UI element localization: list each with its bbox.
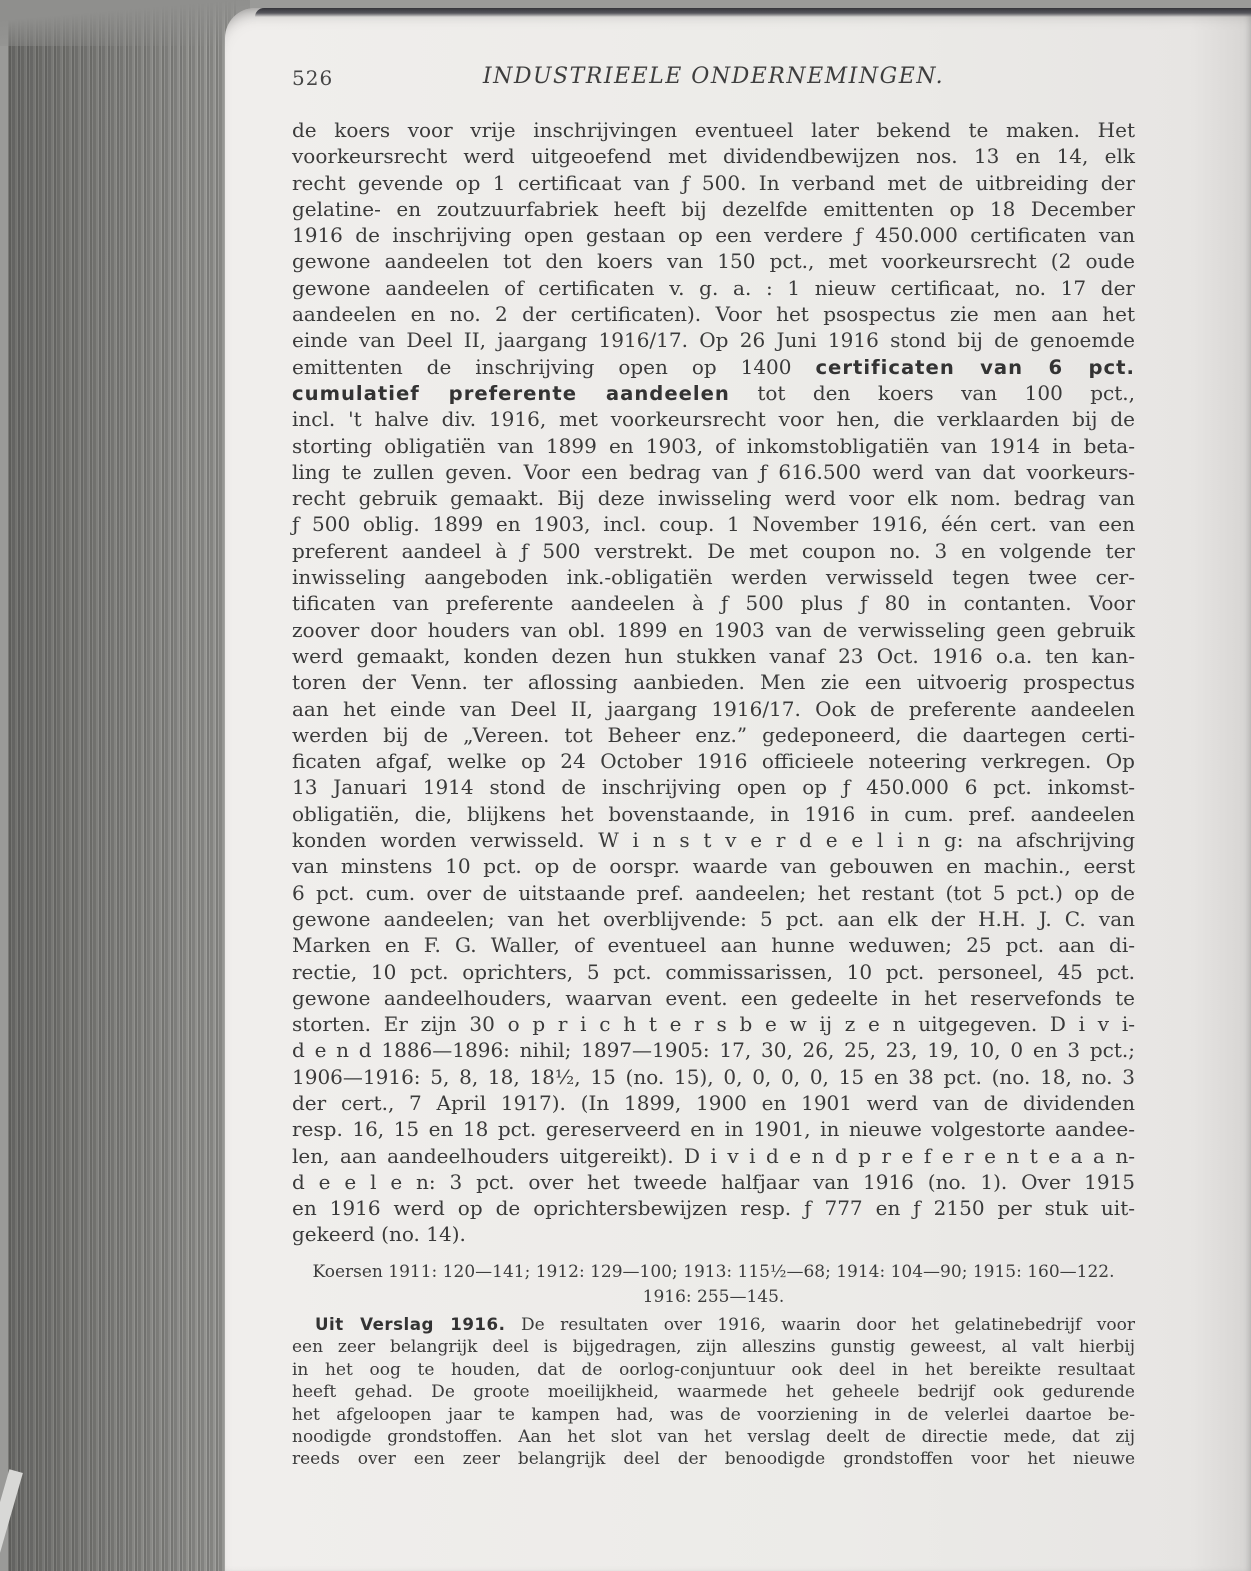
koersen-quotes bbox=[292, 1260, 1135, 1310]
text-line: Marken en F. G. Waller, of eventueel aan hunne weduwen; 25 pct. aan di- bbox=[292, 933, 1135, 958]
text-line: gewone aandeelen tot den koers van 150 pct., met voorkeursrecht (2 oude bbox=[292, 249, 1135, 274]
text-line: tificaten van preferente aandeelen à ƒ 500 plus ƒ 80 in contanten. Voor bbox=[292, 591, 1135, 616]
text-line: incl. 't halve div. 1916, met voorkeursrecht voor hen, die verklaarden bij de bbox=[292, 407, 1135, 432]
text-line: recht gevende op 1 certificaat van ƒ 500. In verband met de uitbreiding der bbox=[292, 170, 1135, 195]
text-line: Koersen 1911: 120—141; 1912: 129—100; 1913: 115½—68; 1914: 104—90; 1915: 160—122. bbox=[312, 1262, 1115, 1282]
book-top-edge bbox=[255, 8, 1251, 17]
text-line: werden bij de „Vereen. tot Beheer enz.” gedeponeerd, die daartegen certi- bbox=[292, 722, 1135, 747]
page-number: 526 bbox=[292, 66, 334, 90]
text-line: recht gebruik gemaakt. Bij deze inwisseling werd voor elk nom. bedrag van bbox=[292, 486, 1135, 511]
page-title: INDUSTRIEELE ONDERNEMINGEN. bbox=[482, 64, 945, 89]
text-line: der cert., 7 April 1917). (In 1899, 1900 en 1901 werd van de dividenden bbox=[292, 1090, 1135, 1115]
text-line: een zeer belangrijk deel is bijgedragen, zijn alleszins gunstig geweest, al valt hierbij bbox=[292, 1337, 1135, 1358]
text-line: de koers voor vrije inschrijvingen eventueel later bekend te maken. Het bbox=[292, 118, 1135, 142]
text-line: in het oog te houden, dat de oorlog-conjuntuur ook deel in het bereikte resultaat bbox=[292, 1359, 1135, 1380]
text-line bbox=[292, 1314, 1135, 1336]
text-line: rectie, 10 pct. oprichters, 5 pct. commissarissen, 10 pct. personeel, 45 pct. bbox=[292, 959, 1135, 984]
text-line: 6 pct. cum. over de uitstaande pref. aandeelen; het restant (tot 5 pct.) op de bbox=[292, 880, 1135, 905]
bold-text: Uit Verslag 1916. bbox=[315, 1315, 506, 1334]
text-line: inwisseling aangeboden ink.-obligatiën werden verwisseld tegen twee cer- bbox=[292, 565, 1135, 590]
annual-report-excerpt bbox=[292, 1314, 1135, 1471]
text-line: gewone aandeelen; van het overblijvende: 5 pct. aan elk der H.H. J. C. van bbox=[292, 906, 1135, 931]
text-line: gewone aandeelen of certificaten v. g. a. : 1 nieuw certificaat, no. 17 der bbox=[292, 275, 1135, 300]
page-header bbox=[292, 64, 1135, 92]
text-line: ficaten afgaf, welke op 24 October 1916 officieele noteering verkregen. Op bbox=[292, 749, 1135, 774]
text-line: toren der Venn. ter aflossing aanbieden. Men zie een uitvoerig prospectus bbox=[292, 670, 1135, 695]
text-line: reeds over een zeer belangrijk deel der benoodigde grondstoffen voor het nieuwe bbox=[292, 1449, 1135, 1470]
text-line: obligatiën, die, blijkens het bovenstaande, in 1916 in cum. pref. aandeelen bbox=[292, 801, 1135, 826]
body-text bbox=[292, 117, 1135, 1248]
bold-text: certificaten van 6 pct. bbox=[815, 355, 1135, 379]
text-line: ƒ 500 oblig. 1899 en 1903, incl. coup. 1 November 1916, één cert. van een bbox=[292, 512, 1135, 537]
text-line: van minstens 10 pct. op de oorspr. waarde van gebouwen en machin., eerst bbox=[292, 854, 1135, 879]
text-line: 13 Januari 1914 stond de inschrijving open op ƒ 450.000 6 pct. inkomst- bbox=[292, 775, 1135, 800]
text-line: 1916 de inschrijving open gestaan op een verdere ƒ 450.000 certificaten van bbox=[292, 223, 1135, 248]
text-line: storting obligatiën van 1899 en 1903, of inkomstobligatiën van 1914 in beta- bbox=[292, 433, 1135, 458]
text-line: gekeerd (no. 14). bbox=[292, 1222, 466, 1247]
text-line: werd gemaakt, konden dezen hun stukken vanaf 23 Oct. 1916 o.a. ten kan- bbox=[292, 643, 1135, 668]
text-line: noodigde grondstoffen. Aan het slot van het verslag deelt de directie mede, dat zij bbox=[292, 1427, 1135, 1448]
text-line: len, aan aandeelhouders uitgereikt). D i v i d e n d p r e f e r e n t e a a n- bbox=[292, 1143, 1135, 1168]
text-line: gewone aandeelhouders, waarvan event. een gedeelte in het reservefonds te bbox=[292, 985, 1135, 1010]
book-page-edges bbox=[8, 0, 236, 1571]
text-segment: De resultaten over 1916, waarin door het gelatinebedrijf voor bbox=[505, 1315, 1135, 1335]
text-line: aandeelen en no. 2 der certificaten). Voor het psospectus zie men aan het bbox=[292, 302, 1135, 327]
background-corner bbox=[0, 0, 250, 46]
text-segment: emittenten de inschrijving open op 1400 bbox=[292, 354, 816, 379]
text-line: het afgeloopen jaar te kampen had, was de voorziening in de velerlei daartoe be- bbox=[292, 1404, 1135, 1425]
text-line: heeft gehad. De groote moeilijkheid, waarmede het geheele bedrijf ook gedurende bbox=[292, 1382, 1135, 1403]
text-line: ling te zullen geven. Voor een bedrag van ƒ 616.500 werd van dat voorkeurs- bbox=[292, 459, 1135, 484]
text-line: gelatine- en zoutzuurfabriek heeft bij dezelfde emittenten op 18 December bbox=[292, 196, 1135, 221]
text-line: aan het einde van Deel II, jaargang 1916/17. Ook de preferente aandeelen bbox=[292, 696, 1135, 721]
text-line: voorkeursrecht werd uitgeoefend met dividendbewijzen nos. 13 en 14, elk bbox=[292, 144, 1135, 169]
text-line: 1916: 255—145. bbox=[642, 1287, 785, 1307]
text-line: 1906—1916: 5, 8, 18, 18½, 15 (no. 15), 0, 0, 0, 0, 15 en 38 pct. (no. 18, no. 3 bbox=[292, 1064, 1135, 1089]
text-line: resp. 16, 15 en 18 pct. gereserveerd en in 1901, in nieuwe volgestorte aandee- bbox=[292, 1117, 1135, 1142]
text-segment: tot den koers van 100 pct., bbox=[729, 380, 1135, 405]
text-line: en 1916 werd op de oprichtersbewijzen resp. ƒ 777 en ƒ 2150 per stuk uit- bbox=[292, 1196, 1135, 1221]
bold-text: cumulatief preferente aandeelen bbox=[292, 381, 730, 405]
text-line: preferent aandeel à ƒ 500 verstrekt. De met coupon no. 3 en volgende ter bbox=[292, 538, 1135, 563]
text-line bbox=[292, 380, 1135, 406]
text-line: einde van Deel II, jaargang 1916/17. Op 26 Juni 1916 stond bij de genoemde bbox=[292, 328, 1135, 353]
text-line: konden worden verwisseld. W i n s t v e r d e e l i n g: na afschrijving bbox=[292, 828, 1135, 853]
text-line: storten. Er zijn 30 o p r i c h t e r s b e w ij z e n uitgegeven. D i v i- bbox=[292, 1012, 1135, 1037]
text-line: zoover door houders van obl. 1899 en 1903 van de verwisseling geen gebruik bbox=[292, 617, 1135, 642]
text-line: d e e l e n: 3 pct. over het tweede halfjaar van 1916 (no. 1). Over 1915 bbox=[292, 1169, 1135, 1194]
text-line: d e n d 1886—1896: nihil; 1897—1905: 17, 30, 26, 25, 23, 19, 10, 0 en 3 pct.; bbox=[292, 1038, 1135, 1063]
text-line bbox=[292, 354, 1135, 380]
